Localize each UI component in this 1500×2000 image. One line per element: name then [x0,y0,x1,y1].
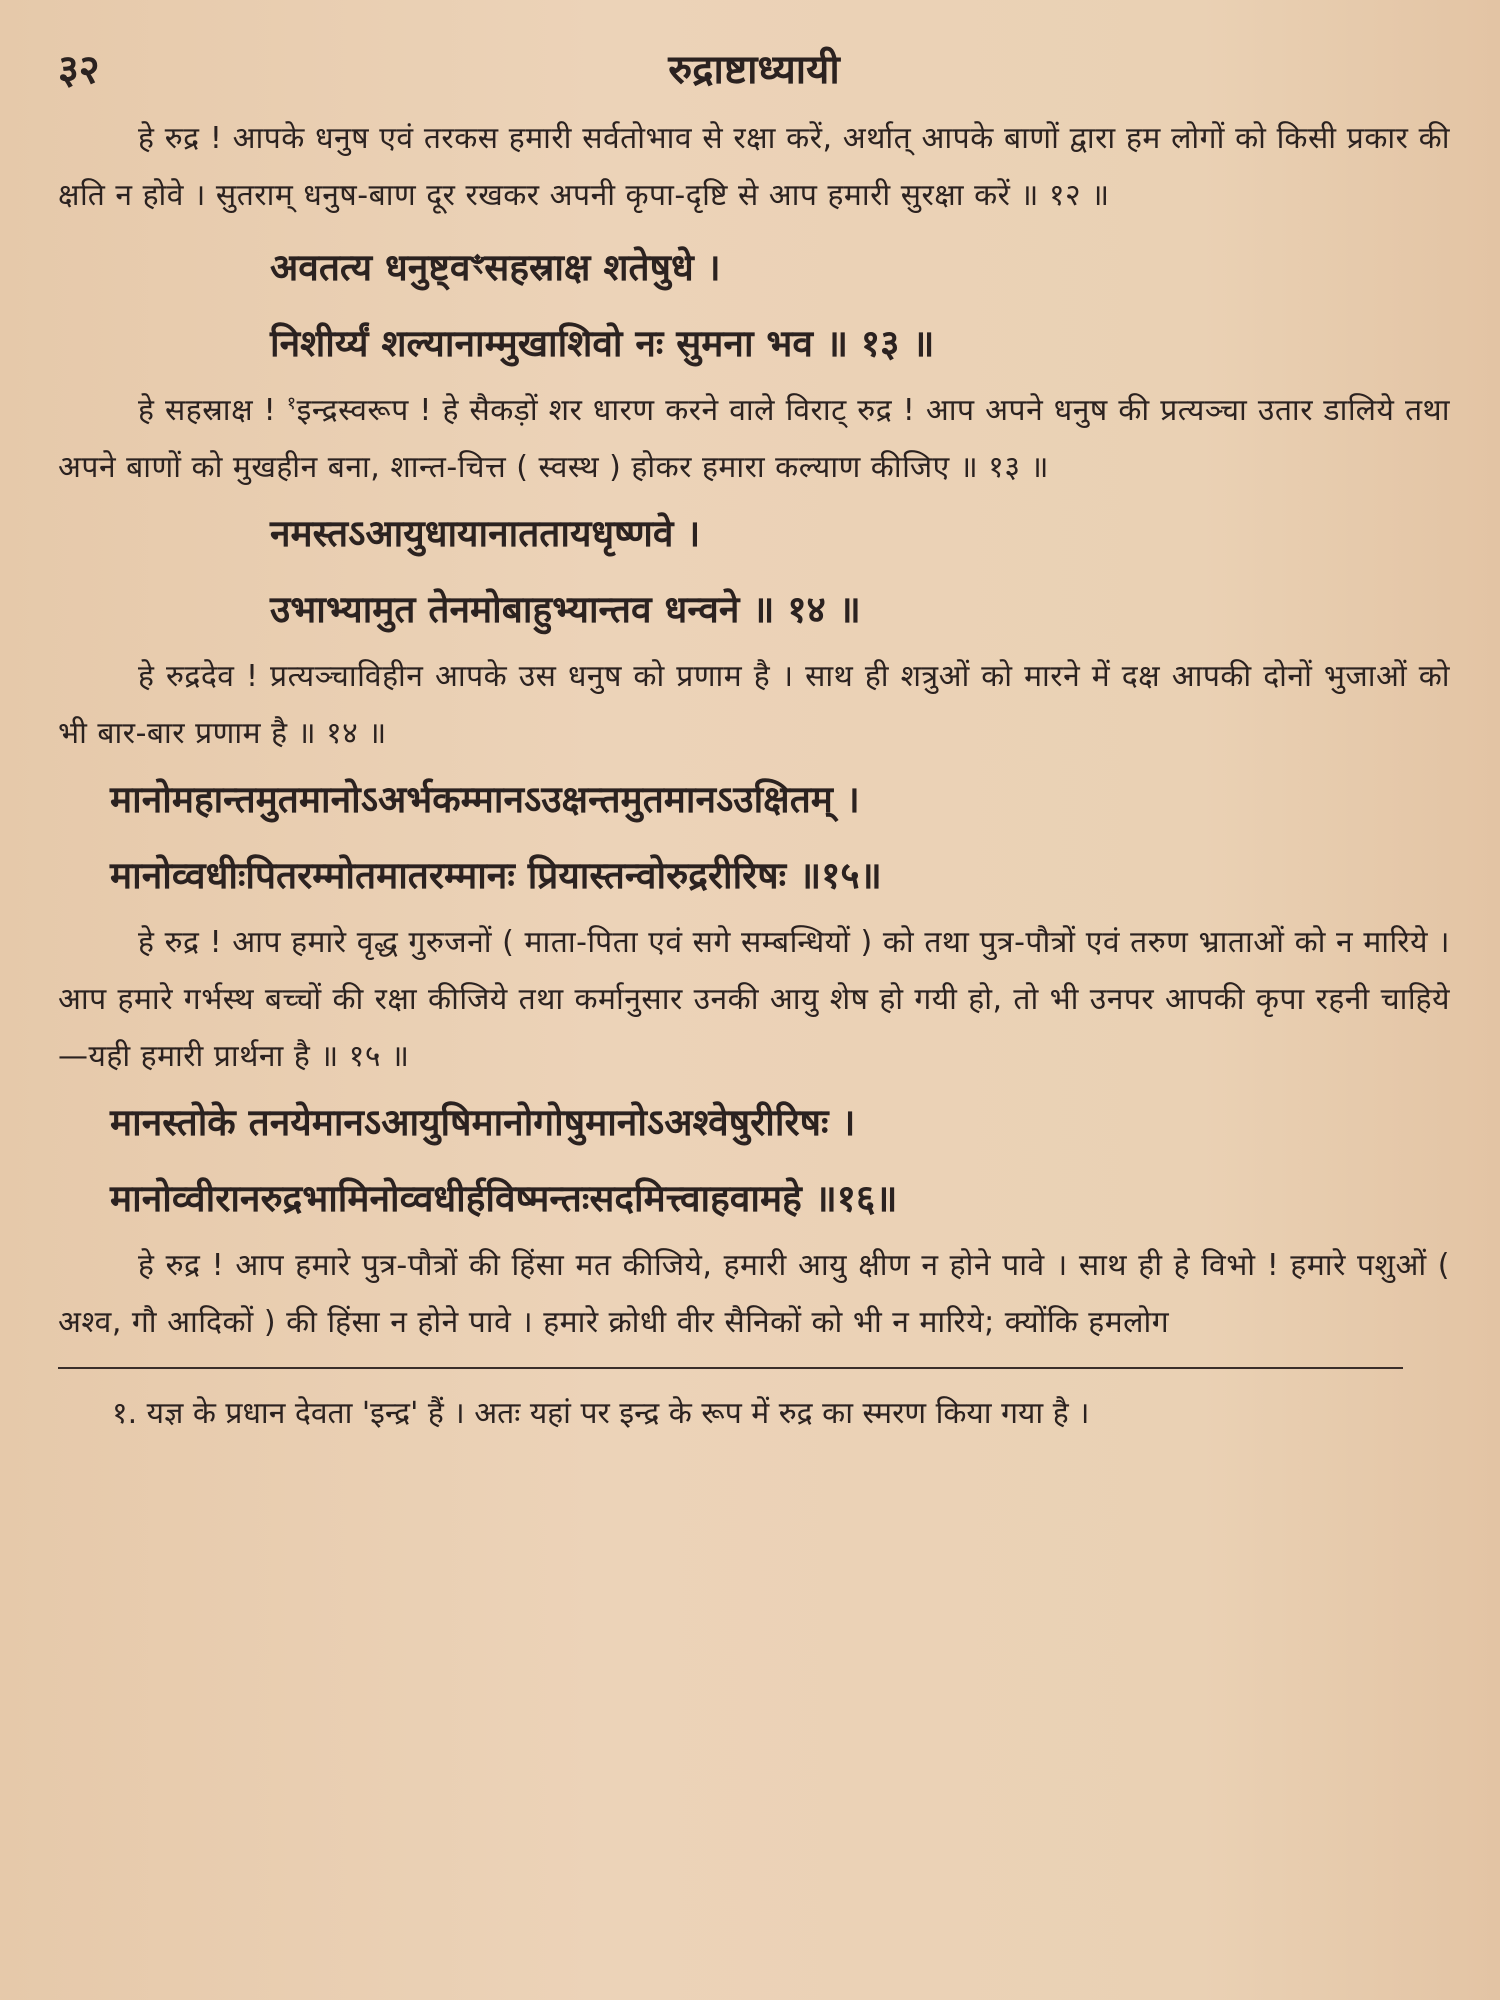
verse-line: उभाभ्यामुत तेनमोबाहुभ्यान्तव धन्वने ॥ १४ ॥ [270,588,861,631]
verse-line: मानोमहान्तमुतमानोऽअर्भकम्मानऽउक्षन्तमुतमानऽउक्षितम् । [110,778,860,821]
footnote-divider [58,1367,1403,1369]
verse-line: अवतत्य धनुष्ट्वꣳसहस्राक्ष शतेषुधे । [270,246,721,289]
verse-line: निशीर्य्यं शल्यानाम्मुखाशिवो नः सुमना भव ॥ १३ ॥ [270,322,935,365]
commentary-paragraph: हे रुद्र ! आप हमारे वृद्ध गुरुजनों ( माता-पिता एवं सगे सम्बन्धियों ) को तथा पुत्र-पौत्रों एवं तरुण भ्राताओं को न मारिये । आप हमारे गर्भस्थ बच्चों की रक्षा कीजिये तथा कर्मानुसार उनकी आयु शेष हो गयी हो, तो भी उनपर आपकी कृपा रहनी चाहिये—यही हमारी प्रार्थना है ॥ १५ ॥ [58,925,1451,1074]
commentary-paragraph: हे रुद्र ! आप हमारे पुत्र-पौत्रों की हिंसा मत कीजिये, हमारी आयु क्षीण न होने पावे । साथ ही हे विभो ! हमारे पशुओं ( अश्व, गौ आदिकों ) की हिंसा न होने पावे । हमारे क्रोधी वीर सैनिकों को भी न मारिये; क्योंकि हमलोग [58,1248,1450,1340]
commentary-text: हे सहस्राक्ष ! [138,393,287,428]
verse-line: मानोव्वधीःपितरम्मोतमातरम्मानः प्रियास्तन्वोरुद्ररीरिषः ॥१५॥ [110,854,882,897]
page-number: ३२ [58,47,100,93]
running-title: रुद्राष्टाध्यायी [668,47,840,93]
commentary-paragraph: हे रुद्रदेव ! प्रत्यञ्चाविहीन आपके उस धनुष को प्रणाम है । साथ ही शत्रुओं को मारने में दक्ष आपकी दोनों भुजाओं को भी बार-बार प्रणाम है ॥ १४ ॥ [58,659,1450,751]
commentary-paragraph: हे रुद्र ! आपके धनुष एवं तरकस हमारी सर्वतोभाव से रक्षा करें, अर्थात् आपके बाणों द्वारा हम लोगों को किसी प्रकार की क्षति न होवे । सुतराम् धनुष-बाण दूर रखकर अपनी कृपा-दृष्टि से आप हमारी सुरक्षा करें ॥ १२ ॥ [58,121,1450,213]
page-header [58,30,1450,110]
commentary-text: इन्द्रस्वरूप ! हे सैकड़ों शर धारण करने वाले विराट् रुद्र ! आप अपने धनुष की प्रत्यञ्चा उतार डालिये तथा अपने बाणों को मुखहीन बना, शान्त-चित्त ( स्वस्थ ) होकर हमारा कल्याण कीजिए ॥ १३ ॥ [58,393,1450,485]
commentary-paragraph [58,382,1450,496]
verse-line: नमस्तऽआयुधायानाततायधृष्णवे । [270,512,701,555]
footnote-marker: १ [286,393,297,414]
footnote: १. यज्ञ के प्रधान देवता 'इन्द्र' हैं । अतः यहां पर इन्द्र के रूप में रुद्र का स्मरण किया गया है । [112,1396,1090,1431]
verse-line: मानस्तोके तनयेमानऽआयुषिमानोगोषुमानोऽअश्वेषुरीरिषः । [110,1101,856,1144]
verse-line: मानोव्वीरानरुद्रभामिनोव्वधीर्हविष्मन्तःसदमित्त्वाहवामहे ॥१६॥ [110,1177,898,1220]
